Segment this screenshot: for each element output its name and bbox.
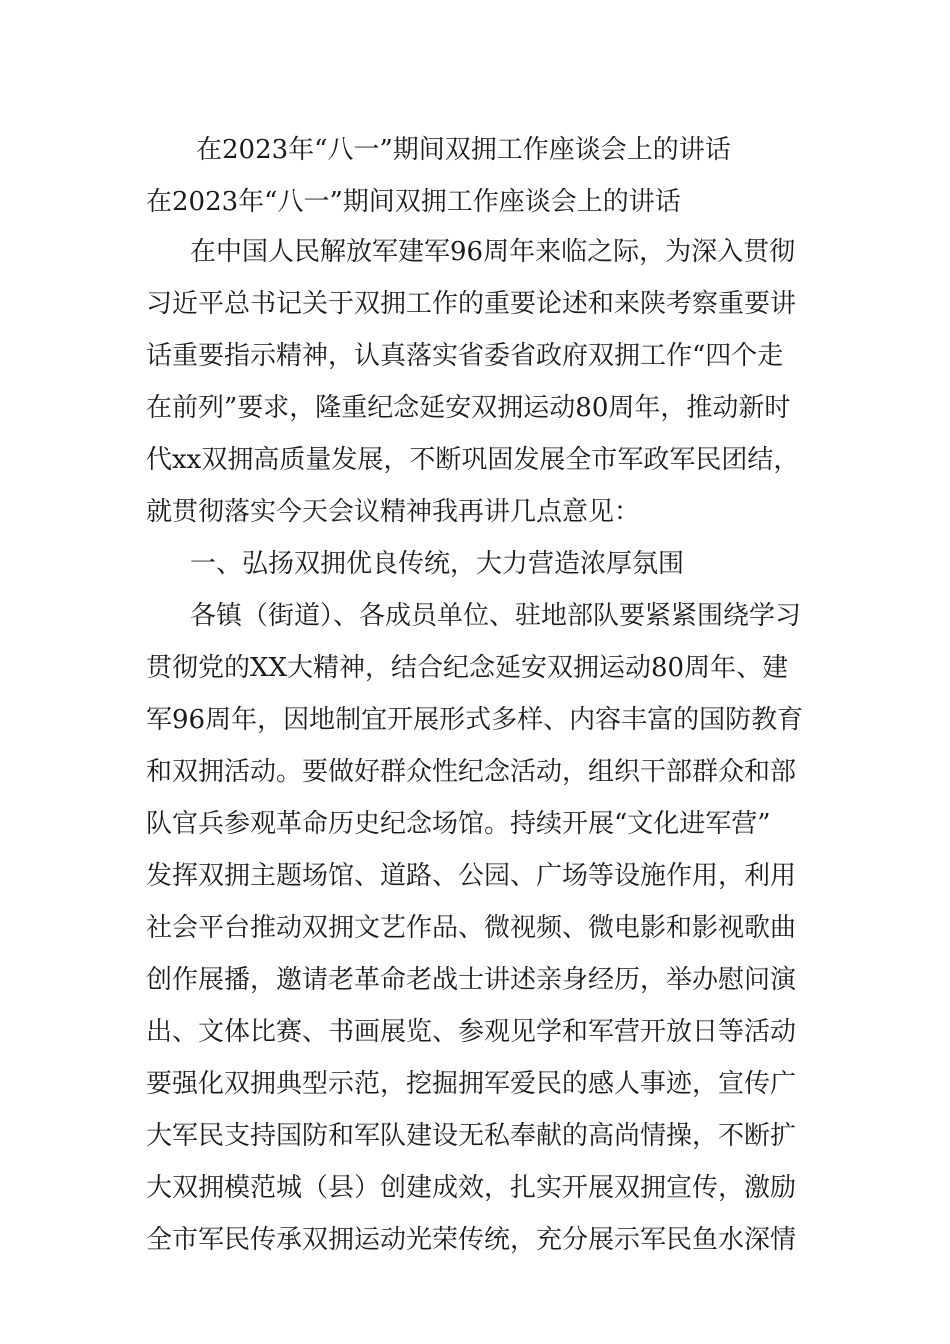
paragraph-2-line-8: 创作展播，邀请老革命老战士讲述亲身经历，举办慰问演: [146, 965, 797, 995]
paragraph-2-line-7: 社会平台推动双拥文艺作品、微视频、微电影和影视歌曲: [146, 913, 797, 943]
paragraph-2-line-5: 队官兵参观革命历史纪念场馆。持续开展“文化进军营”: [146, 809, 771, 839]
paragraph-1-line-5: 代xx双拥高质量发展，不断巩固发展全市军政军民团结，: [146, 445, 800, 475]
section-1-heading: 一、弘扬双拥优良传统，大力营造浓厚氛围: [190, 549, 685, 579]
paragraph-2-line-11: 大军民支持国防和军队建设无私奉献的高尚情操，不断扩: [146, 1121, 797, 1151]
paragraph-2-line-12: 大双拥模范城（县）创建成效，扎实开展双拥宣传，激励: [146, 1173, 797, 1203]
paragraph-2-line-4: 和双拥活动。要做好群众性纪念活动，组织干部群众和部: [146, 757, 797, 787]
paragraph-2-line-3: 军96周年，因地制宜开展形式多样、内容丰富的国防教育: [146, 705, 804, 735]
document-title-repeat: 在2023年“八一”期间双拥工作座谈会上的讲话: [146, 187, 681, 217]
paragraph-1-line-6: 就贯彻落实今天会议精神我再讲几点意见：: [146, 497, 641, 527]
paragraph-1-line-4: 在前列”要求，隆重纪念延安双拥运动80周年，推动新时: [146, 393, 791, 423]
paragraph-2-line-6: 发挥双拥主题场馆、道路、公园、广场等设施作用，利用: [146, 861, 797, 891]
paragraph-2-line-1: 各镇（街道）、各成员单位、驻地部队要紧紧围绕学习: [190, 601, 802, 631]
paragraph-2-line-2: 贯彻党的XX大精神，结合纪念延安双拥运动80周年、建: [146, 653, 789, 683]
paragraph-1-line-3: 话重要指示精神，认真落实省委省政府双拥工作“四个走: [146, 341, 784, 371]
paragraph-1-line-2: 习近平总书记关于双拥工作的重要论述和来陕考察重要讲: [146, 289, 797, 319]
paragraph-1-line-1: 在中国人民解放军建军96周年来临之际，为深入贯彻: [190, 237, 796, 267]
paragraph-2-line-13: 全市军民传承双拥运动光荣传统，充分展示军民鱼水深情: [146, 1225, 797, 1255]
paragraph-2-line-9: 出、文体比赛、书画展览、参观见学和军营开放日等活动: [146, 1017, 797, 1047]
paragraph-2-line-10: 要强化双拥典型示范，挖掘拥军爱民的感人事迹，宣传广: [146, 1069, 797, 1099]
document-title: 在2023年“八一”期间双拥工作座谈会上的讲话: [196, 135, 731, 165]
